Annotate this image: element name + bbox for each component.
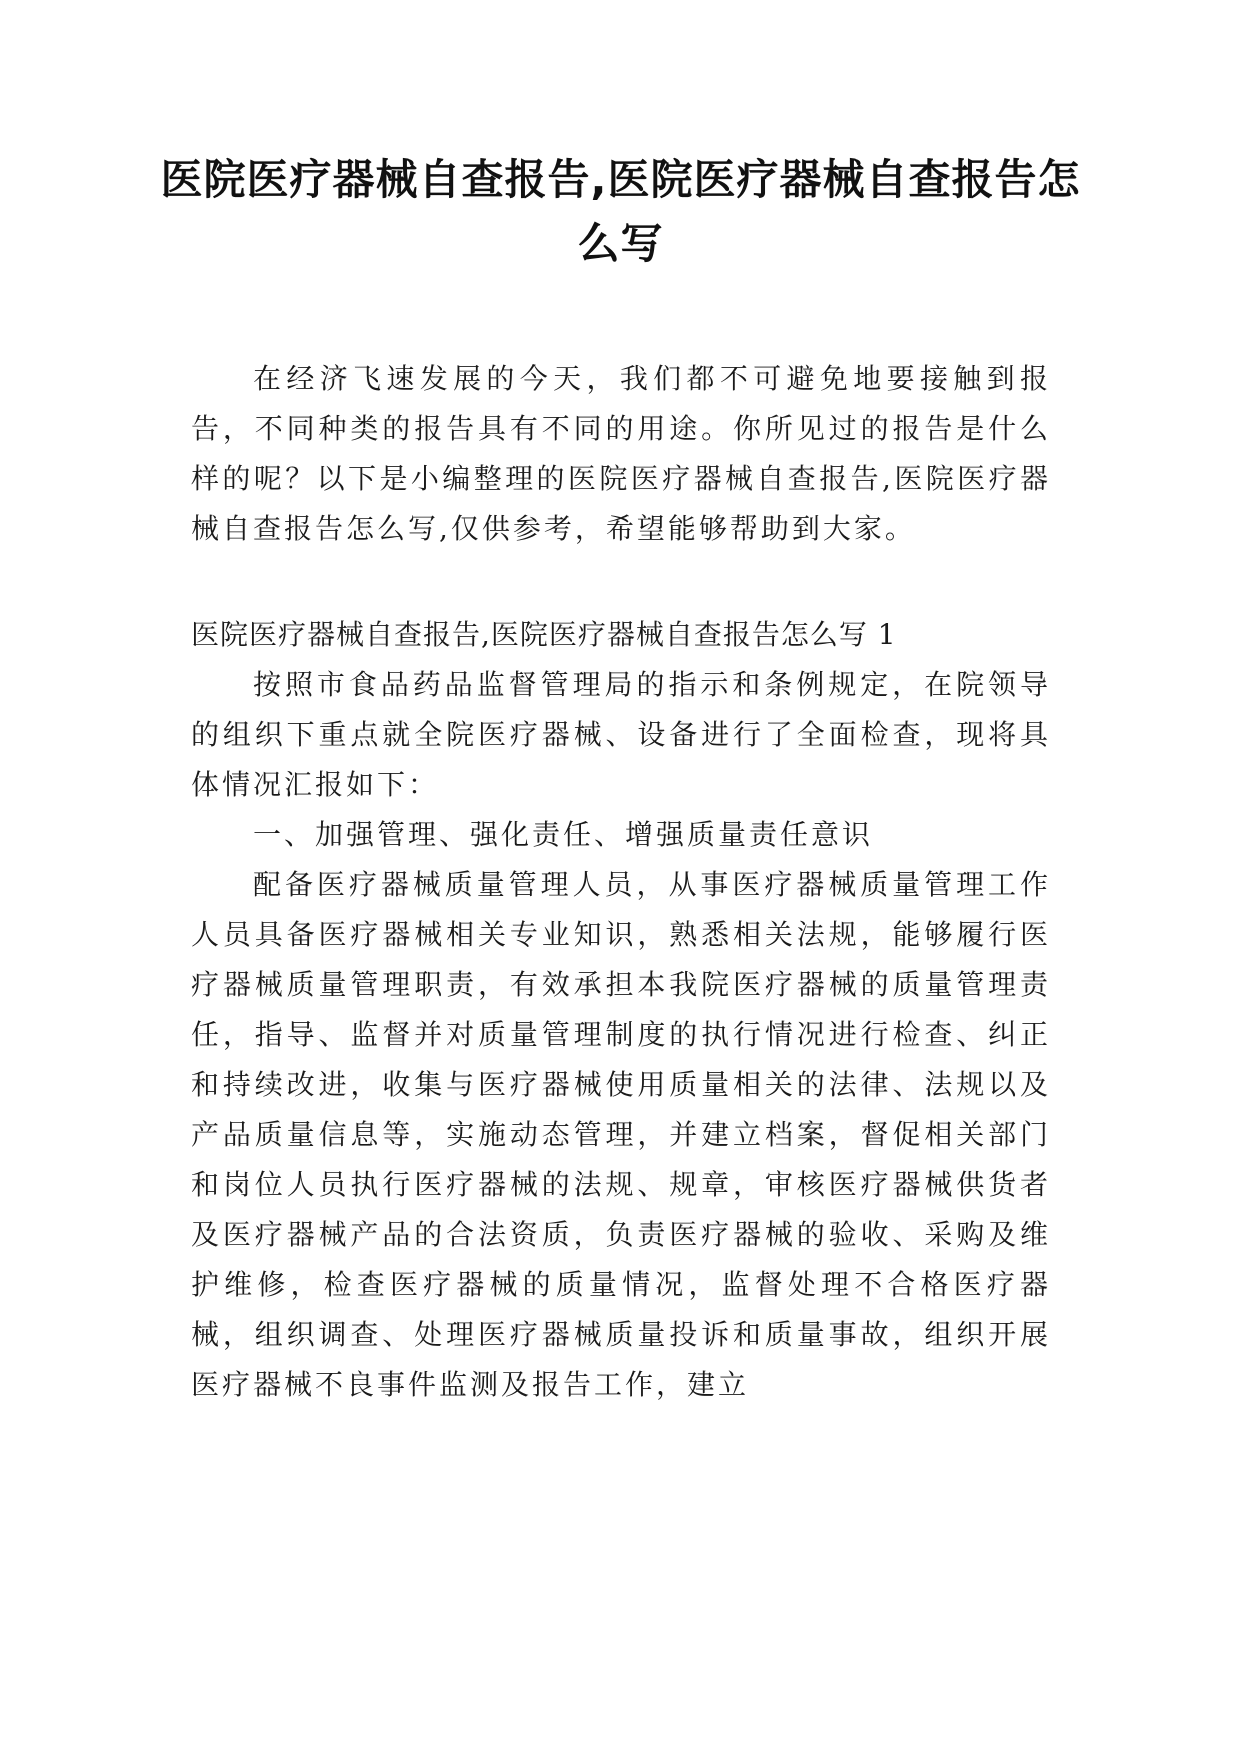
intro-paragraph: 在经济飞速发展的今天，我们都不可避免地要接触到报告，不同种类的报告具有不同的用途。你所见过的报告是什么样的呢？以下是小编整理的医院医疗器械自查报告,医院医疗器械自查报告怎么写,仅供参考，希望能够帮助到大家。 [191, 362, 1051, 545]
subsection-heading: 一、加强管理、强化责任、增强质量责任意识 [253, 818, 874, 851]
paragraph-spacer [191, 554, 1051, 610]
section-heading: 医院医疗器械自查报告,医院医疗器械自查报告怎么写 1 [191, 618, 897, 651]
body-paragraph: 按照市食品药品监督管理局的指示和条例规定，在院领导的组织下重点就全院医疗器械、设备进行了全面检查，现将具体情况汇报如下： [191, 668, 1051, 801]
document-body [191, 354, 1051, 1410]
body-paragraph: 配备医疗器械质量管理人员，从事医疗器械质量管理工作人员具备医疗器械相关专业知识，熟悉相关法规，能够履行医疗器械质量管理职责，有效承担本我院医疗器械的质量管理责任，指导、监督并对质量管理制度的执行情况进行检查、纠正和持续改进，收集与医疗器械使用质量相关的法律、法规以及产品质量信息等，实施动态管理，并建立档案，督促相关部门和岗位人员执行医疗器械的法规、规章，审核医疗器械供货者及医疗器械产品的合法资质，负责医疗器械的验收、采购及维护维修，检查医疗器械的质量情况，监督处理不合格医疗器械，组织调查、处理医疗器械质量投诉和质量事故，组织开展医疗器械不良事件监测及报告工作，建立 [191, 868, 1051, 1401]
document-title: 医院医疗器械自查报告,医院医疗器械自查报告怎么写 [160, 155, 1081, 268]
